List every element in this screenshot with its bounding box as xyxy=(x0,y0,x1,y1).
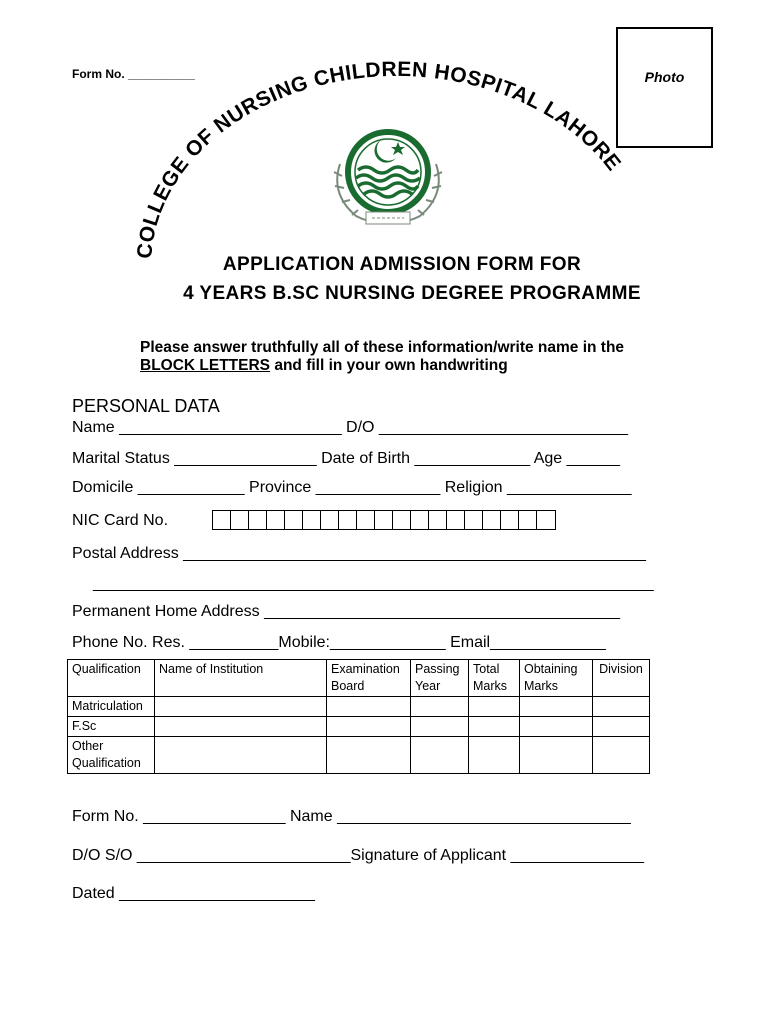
table-cell[interactable] xyxy=(593,737,650,774)
nic-digit-box[interactable] xyxy=(321,511,339,529)
column-header: Name of Institution xyxy=(155,660,327,697)
postal-address-field[interactable]: Postal Address ____________________________________________________ xyxy=(72,545,646,562)
instructions-line2-rest: and fill in your own handwriting xyxy=(270,357,508,374)
table-cell: Other Qualification xyxy=(68,737,155,774)
table-cell[interactable] xyxy=(327,717,411,737)
table-cell[interactable] xyxy=(327,697,411,717)
nic-digit-box[interactable] xyxy=(267,511,285,529)
table-cell[interactable] xyxy=(520,697,593,717)
form-title-line2: 4 YEARS B.SC NURSING DEGREE PROGRAMME xyxy=(183,283,641,304)
instructions-line2 xyxy=(140,357,508,375)
table-row xyxy=(68,737,650,774)
marital-status-field[interactable]: Marital Status ________________ Date of Birth _____________ Age ______ xyxy=(72,450,620,467)
nic-digit-box[interactable] xyxy=(339,511,357,529)
table-cell: F.Sc xyxy=(68,717,155,737)
nic-digit-box[interactable] xyxy=(465,511,483,529)
nic-digit-box[interactable] xyxy=(357,511,375,529)
nic-digit-box[interactable] xyxy=(393,511,411,529)
photo-label: Photo xyxy=(644,69,685,85)
postal-address-continuation[interactable]: _______________________________________________________________ xyxy=(93,575,654,592)
column-header: Qualification xyxy=(68,660,155,697)
personal-data-heading: PERSONAL DATA xyxy=(72,396,220,416)
permanent-address-field[interactable]: Permanent Home Address ________________________________________ xyxy=(72,603,621,620)
table-cell[interactable] xyxy=(520,717,593,737)
college-name: COLLEGE OF NURSING CHILDREN HOSPITAL LAHORE xyxy=(133,57,626,260)
table-row xyxy=(68,697,650,717)
nic-digit-box[interactable] xyxy=(447,511,465,529)
form-number-label: Form No. __________ xyxy=(72,67,195,81)
column-header: Obtaining Marks xyxy=(520,660,593,697)
form-title-line1: APPLICATION ADMISSION FORM FOR xyxy=(222,254,582,275)
table-header-row xyxy=(68,660,650,697)
nic-digit-box[interactable] xyxy=(537,511,555,529)
table-cell[interactable] xyxy=(520,737,593,774)
table-row xyxy=(68,717,650,737)
table-cell[interactable] xyxy=(469,717,520,737)
table-cell[interactable] xyxy=(411,717,469,737)
footer-dated-field[interactable]: Dated ______________________ xyxy=(72,885,315,902)
nic-digit-box[interactable] xyxy=(285,511,303,529)
table-cell: Matriculation xyxy=(68,697,155,717)
table-cell[interactable] xyxy=(155,717,327,737)
footer-form-number-field[interactable]: Form No. ________________ Name _________________________________ xyxy=(72,808,631,825)
nic-digit-box[interactable] xyxy=(519,511,537,529)
nic-digit-box[interactable] xyxy=(213,511,231,529)
table-cell[interactable] xyxy=(155,737,327,774)
column-header: Examination Board xyxy=(327,660,411,697)
government-of-punjab-emblem-icon xyxy=(326,124,450,228)
nic-digit-box[interactable] xyxy=(501,511,519,529)
table-cell[interactable] xyxy=(411,697,469,717)
qualification-table xyxy=(67,659,650,774)
column-header: Division xyxy=(593,660,650,697)
nic-digit-box[interactable] xyxy=(411,511,429,529)
nic-digit-box[interactable] xyxy=(483,511,501,529)
nic-card-label: NIC Card No. xyxy=(72,512,169,529)
nic-digit-box[interactable] xyxy=(375,511,393,529)
table-cell[interactable] xyxy=(593,697,650,717)
nic-digit-box[interactable] xyxy=(303,511,321,529)
table-cell[interactable] xyxy=(593,717,650,737)
nic-digit-box[interactable] xyxy=(249,511,267,529)
block-letters-emphasis: BLOCK LETTERS xyxy=(140,357,271,374)
table-cell[interactable] xyxy=(411,737,469,774)
nic-digit-box[interactable] xyxy=(429,511,447,529)
instructions-line1: Please answer truthfully all of these information/write name in the xyxy=(140,339,625,356)
domicile-field[interactable]: Domicile ____________ Province ______________ Religion ______________ xyxy=(72,479,632,496)
table-cell[interactable] xyxy=(469,697,520,717)
table-cell[interactable] xyxy=(327,737,411,774)
name-field[interactable]: Name _________________________ D/O ____________________________ xyxy=(72,419,629,436)
nic-digit-box[interactable] xyxy=(231,511,249,529)
column-header: Total Marks xyxy=(469,660,520,697)
table-cell[interactable] xyxy=(469,737,520,774)
column-header: Passing Year xyxy=(411,660,469,697)
phone-field[interactable]: Phone No. Res. __________Mobile:_____________ Email_____________ xyxy=(72,634,606,651)
footer-signature-field[interactable]: D/O S/O ________________________Signature of Applicant _______________ xyxy=(72,847,645,864)
nic-card-input-boxes[interactable] xyxy=(212,510,556,530)
table-cell[interactable] xyxy=(155,697,327,717)
